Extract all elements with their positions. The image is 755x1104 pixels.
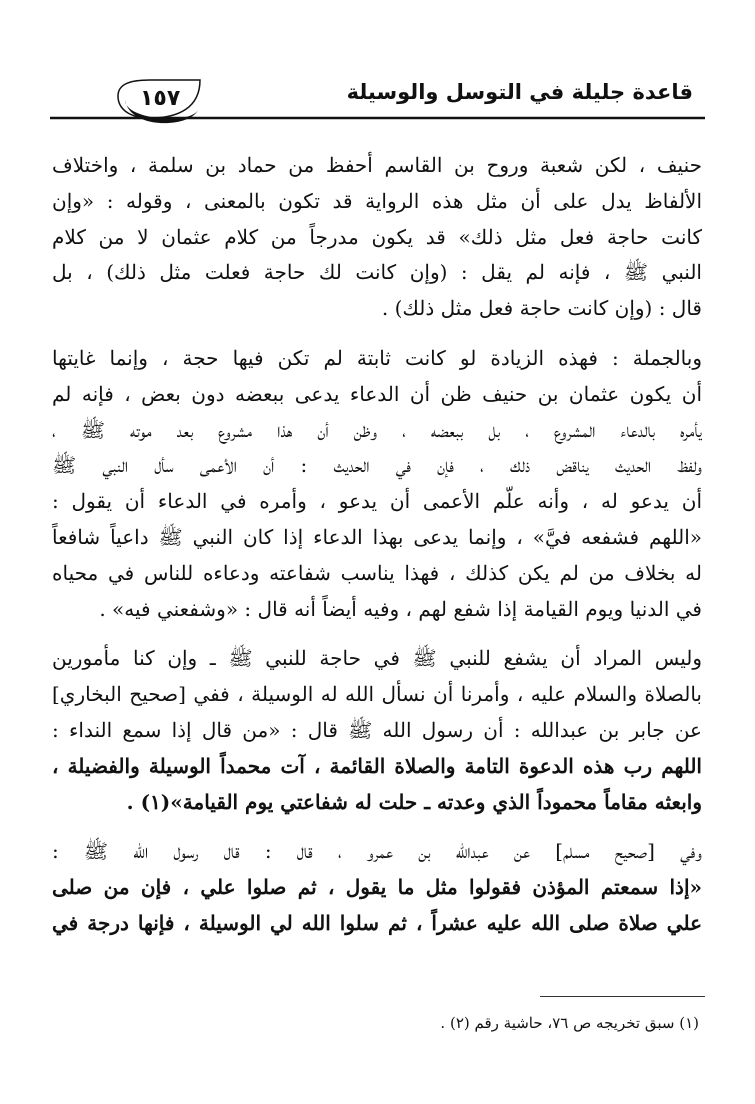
footnote: (١) سبق تخريجه ص ٧٦، حاشية رقم (٢) . (440, 1014, 699, 1032)
body-text (52, 148, 702, 956)
text-line: الألفاظ يدل على أن مثل هذه الرواية قد تكون بالمعنى ، وقوله : «وإن (52, 188, 702, 213)
text-line: قال : (وإن كانت حاجة فعل مثل ذلك) . (381, 296, 702, 321)
text-line: يأمره بالدعاء المشروع ، بل ببعضه ، وظن أن هذا مشروع بعد موته ﷺ ، (52, 417, 702, 442)
text-line: علي صلاة صلى الله عليه عشراً ، ثم سلوا الله لي الوسيلة ، فإنها درجة في (52, 910, 702, 935)
text-line: كانت حاجة فعل مثل ذلك» قد يكون مدرجاً من كلام عثمان لا من كلام (52, 224, 702, 249)
text-line: أن يكون عثمان بن حنيف ظن أن الدعاء يدعى ببعضه دون بعض ، فإنه لم (52, 381, 702, 406)
text-line: بالصلاة والسلام عليه ، وأمرنا أن نسأل الله له الوسيلة ، ففي [صحيح البخاري] (52, 682, 702, 707)
page-header (0, 0, 755, 140)
footnote-rule (540, 996, 705, 997)
text-line: له بخلاف من لم يكن كذلك ، فهذا يناسب شفاعته ودعاءه للناس في محياه (52, 560, 702, 585)
text-line: وليس المراد أن يشفع للنبي ﷺ في حاجة للنبي ﷺ ـ وإن كنا مأمورين (52, 646, 702, 671)
paragraph-4 (52, 834, 702, 941)
header-ornament (0, 0, 755, 140)
text-line: عن جابر بن عبدالله : أن رسول الله ﷺ قال : «من قال إذا سمع النداء : (52, 717, 702, 742)
text-line: اللهم رب هذه الدعوة التامة والصلاة القائمة ، آت محمداً الوسيلة والفضيلة ، (52, 753, 702, 778)
text-line: وبالجملة : فهذه الزيادة لو كانت ثابتة لم تكن فيها حجة ، وإنما غايتها (52, 345, 702, 370)
paragraph-1 (52, 148, 702, 327)
paragraph-3 (52, 641, 702, 820)
text-line: وفي [صحيح مسلم] عن عبدالله بن عمرو ، قال : قال رسول الله ﷺ : (52, 839, 702, 864)
text-line: «إذا سمعتم المؤذن فقولوا مثل ما يقول ، ثم صلوا علي ، فإن من صلى (52, 875, 702, 900)
text-line: ولفظ الحديث يناقض ذلك ، فإن في الحديث : أن الأعمى سأل النبي ﷺ (52, 453, 702, 478)
text-line: حنيف ، لكن شعبة وروح بن القاسم أحفظ من حماد بن سلمة ، واختلاف (52, 153, 702, 177)
text-line: وابعثه مقاماً محموداً الذي وعدته ـ حلت له شفاعتي يوم القيامة»(١) . (126, 789, 702, 814)
running-title: قاعدة جليلة في التوسل والوسيلة (346, 80, 693, 104)
text-line: النبي ﷺ ، فإنه لم يقل : (وإن كانت لك حاجة فعلت مثل ذلك) ، بل (52, 260, 702, 285)
paragraph-2 (52, 341, 702, 627)
text-line: أن يدعو له ، وأنه علّم الأعمى أن يدعو ، وأمره في الدعاء أن يقول : (52, 489, 702, 514)
text-line: في الدنيا ويوم القيامة إذا شفع لهم ، وفيه أيضاً أنه قال : «وشفعني فيه» . (99, 596, 702, 621)
text-line: «اللهم فشفعه فيَّ» ، وإنما يدعى بهذا الدعاء إذا كان النبي ﷺ داعياً شافعاً (52, 524, 702, 549)
page-number: ١٥٧ (140, 86, 181, 111)
